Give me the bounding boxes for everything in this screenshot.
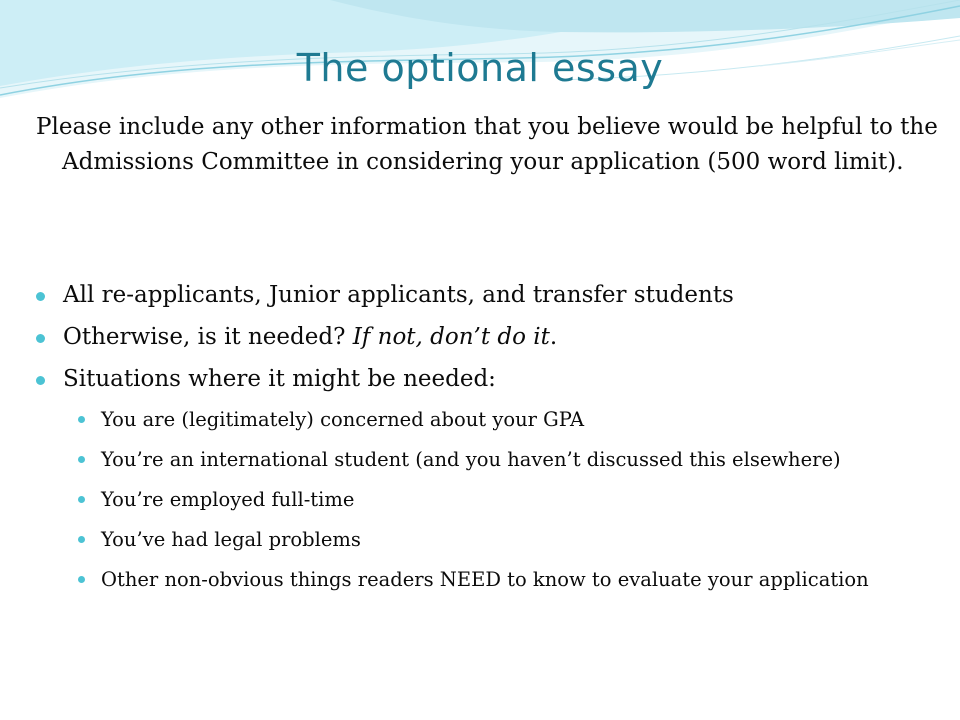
- sub-bullet-list: [63, 404, 936, 595]
- sub-bullet-employed: [36, 484, 936, 515]
- sub-bullet-text: You’ve had legal problems: [101, 528, 361, 551]
- intro-paragraph: Please include any other information that you believe would be helpful to the Admissions Committee in considering your application (500 word limit).: [36, 114, 938, 175]
- bullet-text: All re-applicants, Junior applicants, and transfer students: [63, 282, 734, 308]
- sub-bullet-dot-icon: [78, 456, 85, 463]
- sub-bullet-text: You’re an international student (and you haven’t discussed this elsewhere): [101, 448, 841, 471]
- bullet-text: Situations where it might be needed:: [63, 366, 496, 392]
- sub-bullet-legal: [36, 524, 936, 555]
- bullet-trailing-text: .: [549, 324, 558, 350]
- bullet-text: Otherwise, is it needed?: [63, 324, 353, 350]
- sub-bullet-dot-icon: [78, 496, 85, 503]
- sub-bullet-dot-icon: [78, 416, 85, 423]
- bullet-dot-icon: [36, 334, 45, 343]
- slide-title: The optional essay: [296, 46, 664, 90]
- sub-bullet-dot-icon: [78, 576, 85, 583]
- bullet-otherwise: [36, 321, 936, 354]
- bullet-italic-text: If not, don’t do it: [352, 324, 550, 350]
- sub-bullet-gpa: [36, 404, 936, 435]
- bullet-reapplicants: [36, 279, 936, 312]
- sub-bullet-text: Other non-obvious things readers NEED to know to evaluate your application: [101, 568, 869, 591]
- bullet-dot-icon: [36, 376, 45, 385]
- bullet-list: [36, 279, 936, 604]
- sub-bullet-other: [36, 564, 936, 595]
- sub-bullet-text: You’re employed full-time: [101, 488, 355, 511]
- sub-bullet-text: You are (legitimately) concerned about your GPA: [101, 408, 585, 431]
- bullet-dot-icon: [36, 292, 45, 301]
- sub-bullet-dot-icon: [78, 536, 85, 543]
- bullet-situations: [36, 363, 936, 595]
- sub-bullet-international: [36, 444, 936, 475]
